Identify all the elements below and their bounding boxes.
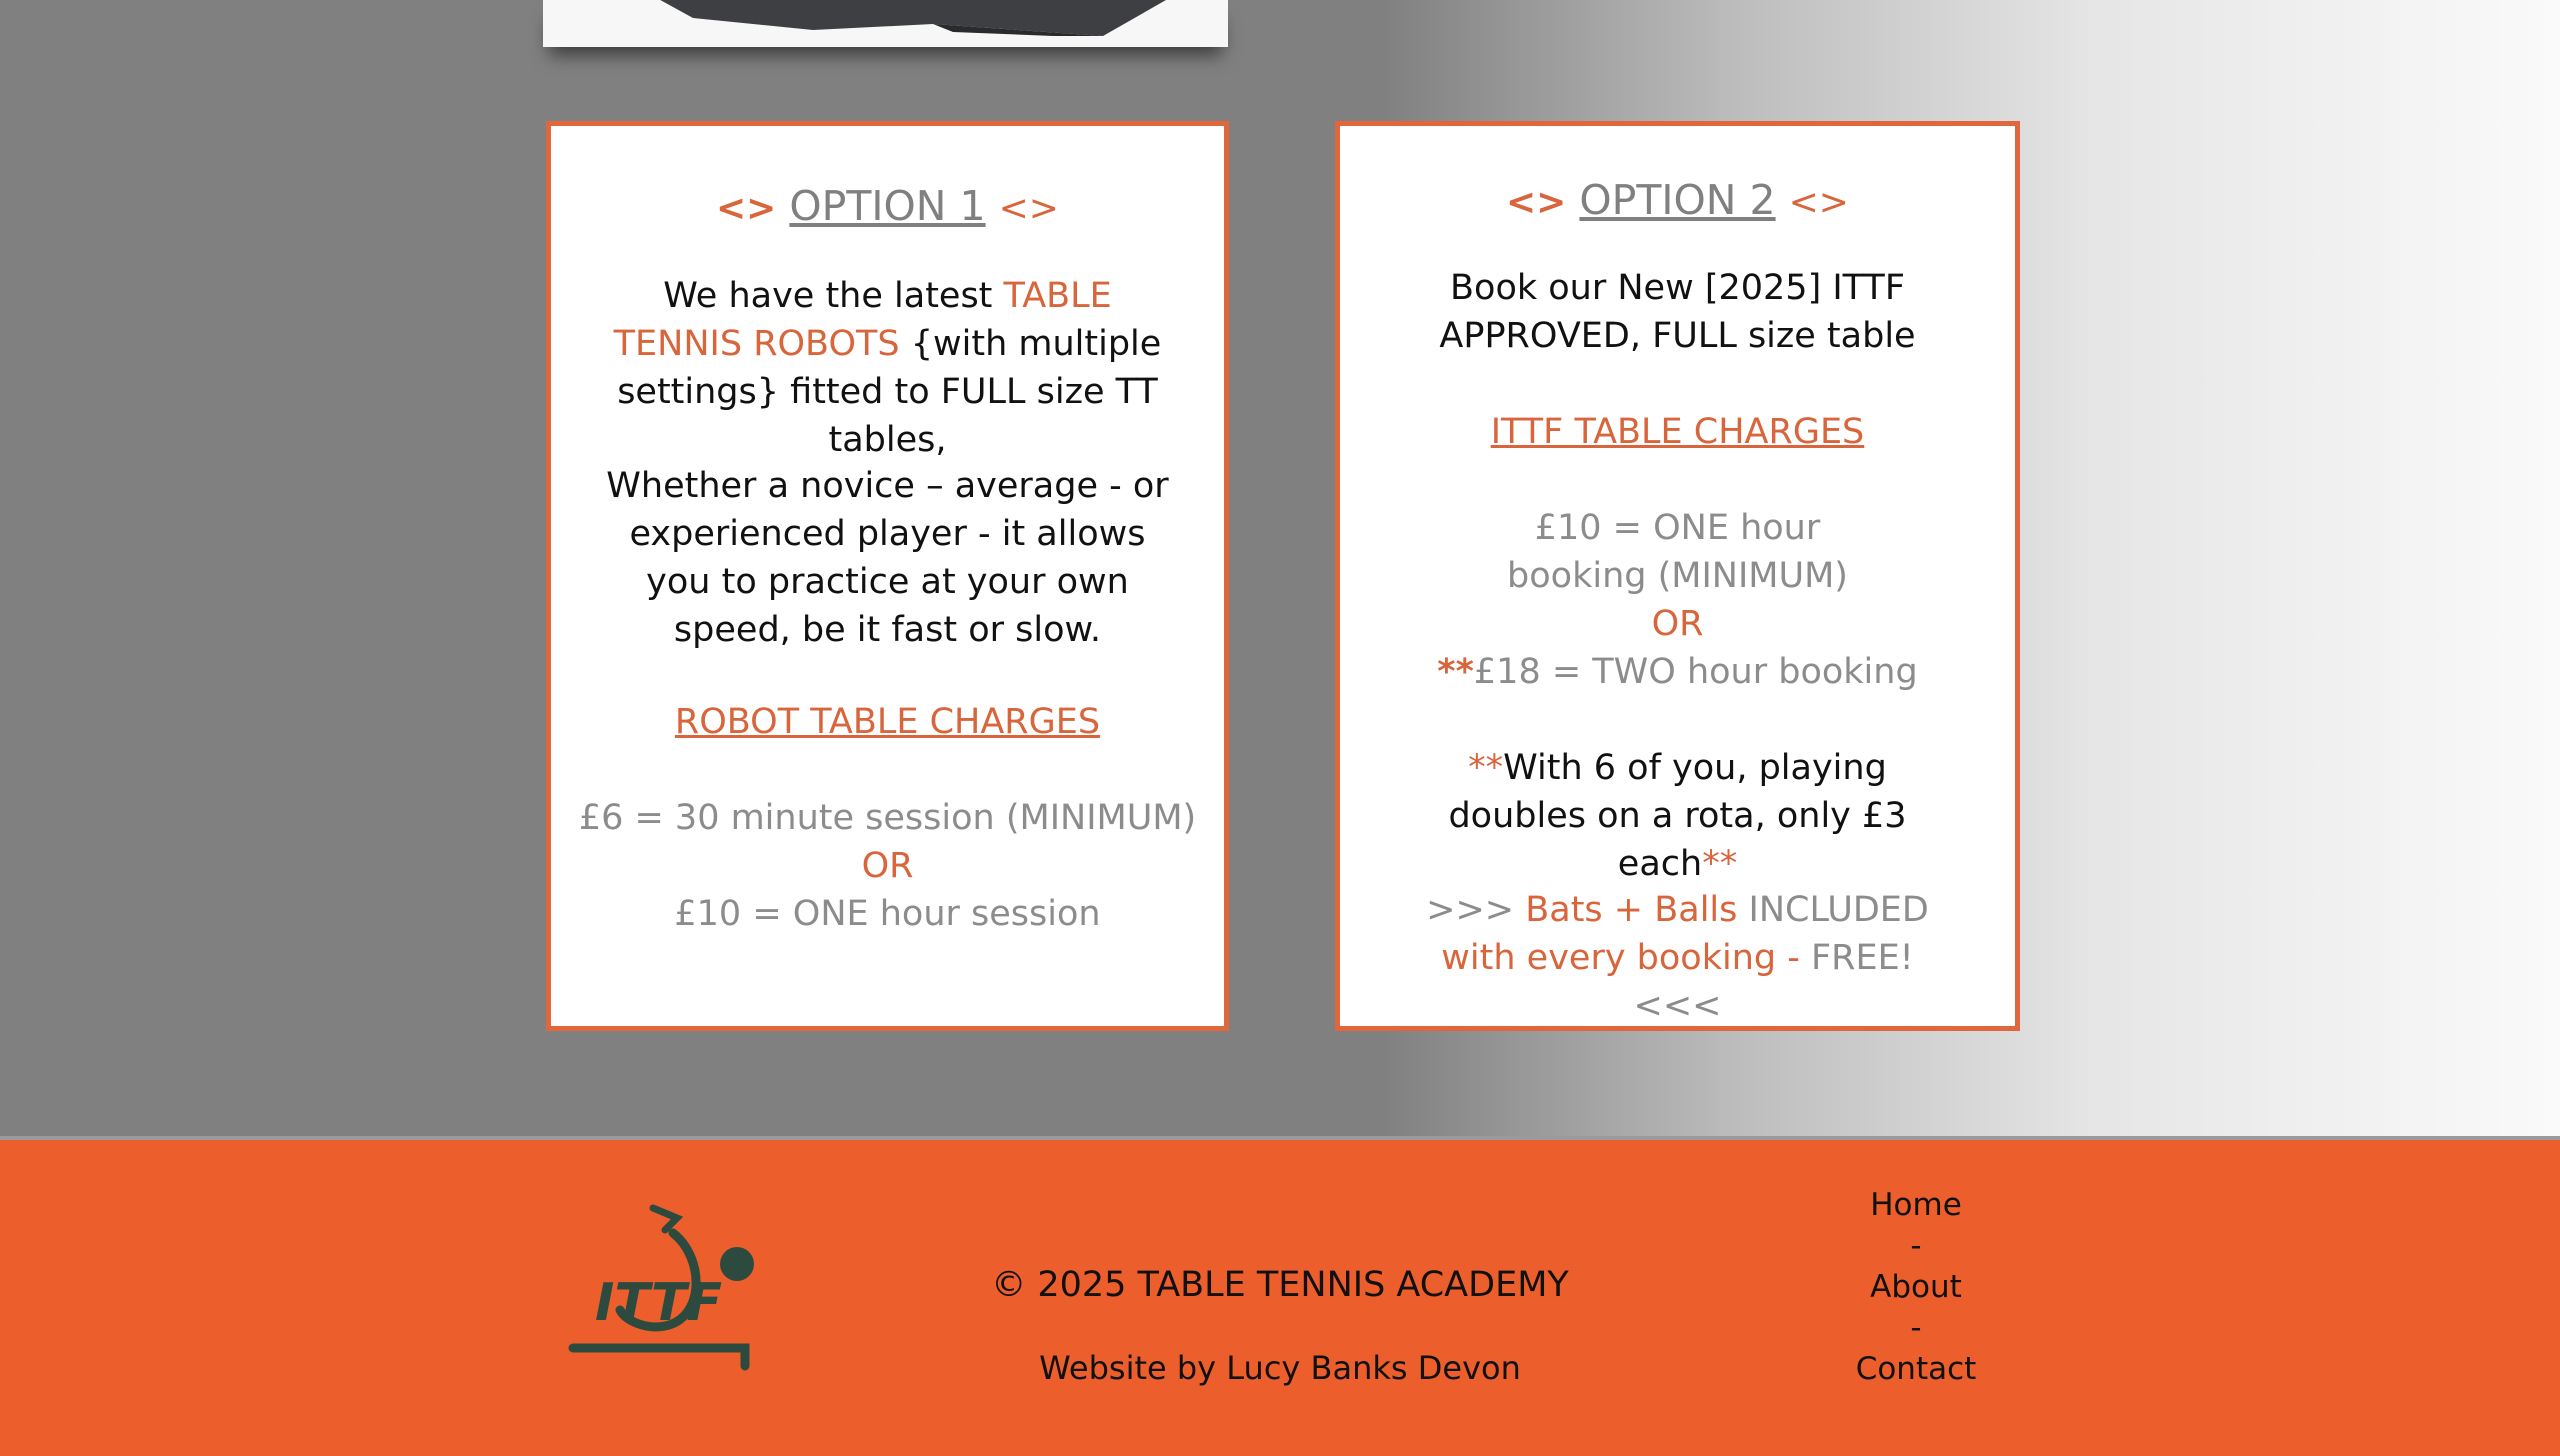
doubles-text: With 6 of you, playing doubles on a rota, only £3 each	[1448, 748, 1907, 884]
with-every-booking: with every booking -	[1441, 938, 1800, 978]
option-2-doubles	[1340, 744, 2015, 888]
arrow-left-icon: <>	[1506, 182, 1567, 223]
intro-text: We have the latest	[663, 276, 1004, 316]
ittf-table-charges-heading: ITTF TABLE CHARGES	[1490, 412, 1865, 452]
nav-separator: -	[1910, 1310, 1922, 1346]
option-2-price-2: £18 = TWO hour booking	[1473, 652, 1918, 692]
option-2-price-1: £10 = ONE hour booking (MINIMUM)	[1507, 508, 1848, 596]
ittf-logo-icon[interactable]	[565, 1198, 760, 1378]
option-2-extras	[1340, 886, 2015, 1030]
logo-text: ITTF	[595, 1273, 723, 1333]
robot-machine-image	[633, 0, 1193, 36]
option-2-card	[1335, 121, 2020, 1031]
copyright-text: © 2025 TABLE TENNIS ACADEMY	[991, 1265, 1569, 1305]
footer-link-home[interactable]: Home	[1870, 1187, 1962, 1223]
free-text: FREE!	[1799, 938, 1914, 978]
extras-close: <<<	[1633, 986, 1722, 1026]
option-2-charges-row	[1340, 408, 2015, 456]
option-2-price-2-row	[1340, 648, 2015, 696]
option-2-or: OR	[1651, 604, 1704, 644]
extras-open: >>>	[1426, 890, 1526, 930]
intro-text-cont: {with multiple settings} fitted to FULL size TT tables,	[617, 324, 1162, 460]
option-2-heading	[1340, 170, 2015, 233]
bats-balls: Bats + Balls	[1525, 890, 1738, 930]
option-1-charges-row	[551, 698, 1224, 746]
included-text: INCLUDED	[1737, 890, 1929, 930]
footer-nav	[1800, 1182, 2032, 1392]
asterisk-marker: **	[1437, 652, 1474, 692]
website-credit[interactable]: Website by Lucy Banks Devon	[1039, 1349, 1521, 1387]
asterisk-marker-right: **	[1702, 844, 1738, 884]
option-1-heading	[551, 176, 1224, 239]
arrow-left-icon: <>	[716, 188, 777, 229]
option-1-price-2: £10 = ONE hour session	[674, 894, 1101, 934]
option-1-price-1: £6 = 30 minute session (MINIMUM)	[578, 798, 1197, 838]
option-1-description: Whether a novice – average - or experienced player - it allows you to practice at your own speed, be it fast or slow.	[606, 466, 1169, 650]
arrow-right-icon: <>	[998, 188, 1059, 229]
option-1-intro	[551, 272, 1224, 464]
arrow-right-icon: <>	[1788, 182, 1849, 223]
option-1-or: OR	[861, 846, 914, 886]
asterisk-marker-left: **	[1468, 748, 1504, 788]
option-2-title: OPTION 2	[1579, 176, 1776, 224]
option-2-intro: Book our New [2025] ITTF APPROVED, FULL size table	[1439, 268, 1916, 356]
footer-link-contact[interactable]: Contact	[1855, 1351, 1977, 1387]
robots-highlight: TABLE TENNIS ROBOTS	[613, 276, 1112, 364]
option-1-title: OPTION 1	[789, 182, 986, 230]
nav-separator: -	[1910, 1228, 1922, 1264]
product-image	[543, 0, 1228, 47]
option-1-card	[546, 121, 1229, 1031]
footer-link-about[interactable]: About	[1870, 1269, 1962, 1305]
robot-table-charges-heading: ROBOT TABLE CHARGES	[674, 702, 1101, 742]
